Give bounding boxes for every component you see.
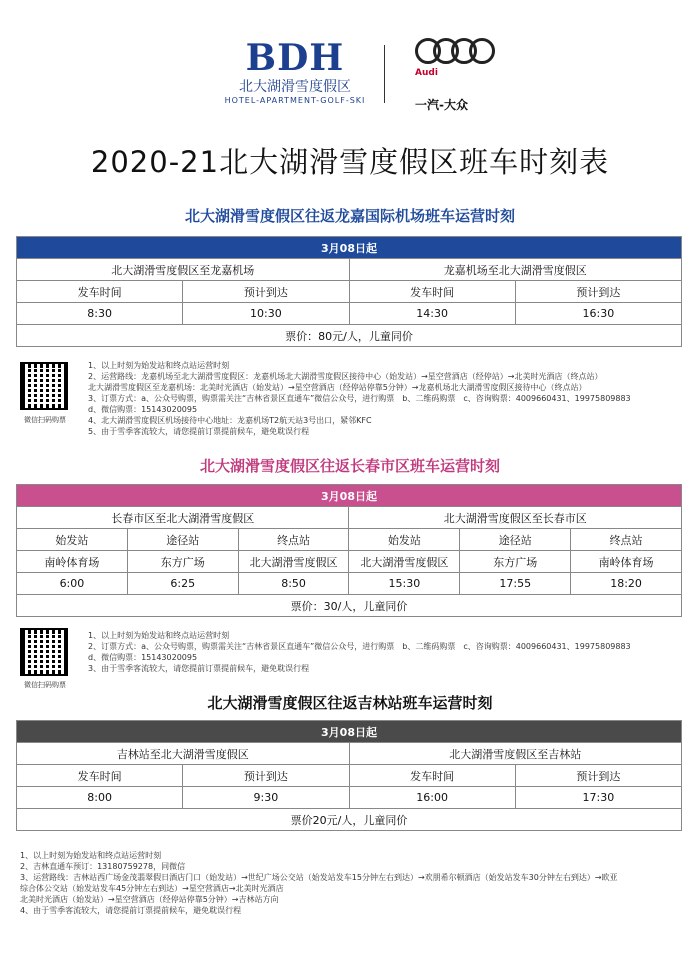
time-cell: 16:00	[349, 787, 515, 809]
note-line: d、微信购票：15143020095	[88, 405, 198, 414]
time-cell: 18:20	[571, 573, 682, 595]
station-cell: 北大湖滑雪度假区	[238, 551, 349, 573]
faw-vw-logo: 一汽-大众	[415, 98, 468, 112]
time-cell: 10:30	[183, 303, 349, 325]
note-line: 2、运营路线：龙嘉机场至北大湖滑雪度假区：龙嘉机场北大湖滑雪度假区接待中心（始发站）→星空营酒店（经停站）→北美时光酒店（终点站）	[88, 372, 603, 381]
note-line: 3、订票方式：a、公众号购票，购票需关注“吉林省景区直通车”微信公众号，进行购票 b、二维码购票 c、咨询购票：4009660431、19975809883	[88, 394, 631, 403]
audi-rings-icon	[415, 38, 495, 66]
col-header: 预计到达	[183, 765, 349, 787]
note-line: 北美时光酒店（始发站）→星空营酒店（经停站停靠5分钟）→吉林站方向	[20, 895, 279, 904]
airport-qr-code	[20, 362, 68, 410]
logo-divider	[384, 45, 385, 103]
header	[0, 0, 700, 130]
jilin-date-band	[17, 721, 682, 743]
time-cell: 6:25	[127, 573, 238, 595]
table-row	[17, 551, 682, 573]
city-dir2: 北大湖滑雪度假区至长春市区	[349, 507, 682, 529]
city-qr-caption: 微信扫码购票	[24, 681, 66, 689]
time-cell: 15:30	[349, 573, 460, 595]
jilin-notes	[20, 850, 690, 916]
note-line: 5、由于雪季客流较大，请您提前订票提前候车，避免耽误行程	[88, 427, 310, 436]
time-cell: 14:30	[349, 303, 515, 325]
time-cell: 9:30	[183, 787, 349, 809]
col-header: 终点站	[238, 529, 349, 551]
jilin-dir2: 北大湖滑雪度假区至吉林站	[349, 743, 682, 765]
airport-date-band	[17, 237, 682, 259]
note-line: 综合体公交站（始发站发车45分钟左右到达）→星空营酒店→北美时光酒店	[20, 884, 284, 893]
note-line: 1、以上时刻为始发站和终点站运营时刻	[88, 361, 230, 370]
audi-logo	[415, 38, 495, 113]
col-header: 途径站	[127, 529, 238, 551]
col-header: 始发站	[349, 529, 460, 551]
note-line: 1、以上时刻为始发站和终点站运营时刻	[88, 631, 230, 640]
airport-section-title: 北大湖滑雪度假区往返龙嘉国际机场班车运营时刻	[184, 207, 515, 225]
station-cell: 南岭体育场	[17, 551, 128, 573]
col-header: 终点站	[571, 529, 682, 551]
bdh-logo-en: HOTEL-APARTMENT-GOLF-SKI	[224, 96, 366, 105]
city-date-band	[17, 485, 682, 507]
station-cell: 东方广场	[127, 551, 238, 573]
note-line: d、微信购票：15143020095	[88, 653, 198, 662]
note-line: 1、以上时刻为始发站和终点站运营时刻	[20, 851, 162, 860]
time-cell: 17:30	[515, 787, 681, 809]
note-line: 2、吉林直通车预订：13180759278，同微信	[20, 862, 186, 871]
city-price: 票价：30/人，儿童同价	[17, 595, 682, 617]
table-row	[17, 573, 682, 595]
note-line: 2、订票方式：a、公众号购票，购票需关注“吉林省景区直通车”微信公众号，进行购票 b、二维码购票 c、咨询购票：4009660431、19975809883	[88, 642, 631, 651]
airport-qr-caption: 微信扫码购票	[24, 416, 66, 424]
col-header: 始发站	[17, 529, 128, 551]
col-header: 预计到达	[183, 281, 349, 303]
col-header: 预计到达	[515, 281, 681, 303]
city-date: 3月08日起	[17, 485, 682, 507]
col-header: 途径站	[460, 529, 571, 551]
station-cell: 北大湖滑雪度假区	[349, 551, 460, 573]
time-cell: 16:30	[515, 303, 681, 325]
col-header: 发车时间	[349, 765, 515, 787]
col-header: 发车时间	[349, 281, 515, 303]
time-cell: 8:00	[17, 787, 183, 809]
jilin-dir1: 吉林站至北大湖滑雪度假区	[17, 743, 350, 765]
note-line: 4、北大湖滑雪度假区机场接待中心地址：龙嘉机场T2航天站3号出口，紧邻KFC	[88, 416, 372, 425]
city-notes	[88, 630, 688, 674]
airport-dir2: 龙嘉机场至北大湖滑雪度假区	[349, 259, 682, 281]
airport-table	[16, 236, 682, 347]
jilin-price: 票价20元/人，儿童同价	[17, 809, 682, 831]
note-line: 北大湖滑雪度假区至龙嘉机场：北美时光酒店（始发站）→星空营酒店（经停站停靠5分钟）→龙嘉机场北大湖滑雪度假区接待中心（终点站）	[88, 383, 587, 392]
col-header: 发车时间	[17, 281, 183, 303]
col-header: 预计到达	[515, 765, 681, 787]
city-qr-code	[20, 628, 68, 676]
col-header: 发车时间	[17, 765, 183, 787]
station-cell: 东方广场	[460, 551, 571, 573]
bdh-logo-cn: 北大湖滑雪度假区	[239, 79, 351, 95]
time-cell: 8:50	[238, 573, 349, 595]
city-dir1: 长春市区至北大湖滑雪度假区	[17, 507, 349, 529]
city-section-title: 北大湖滑雪度假区往返长春市区班车运营时刻	[199, 457, 500, 475]
note-line: 3、运营路线：吉林站西广场金茂翡翠假日酒店门口（始发站）→世纪广场公交站（始发站发车15分钟左右到达）→欢朋希尔顿酒店（始发站发车30分钟左右到达）→欧亚	[20, 873, 618, 882]
audi-word: Audi	[415, 68, 438, 78]
jilin-date: 3月08日起	[17, 721, 682, 743]
bdh-logo	[210, 38, 380, 105]
time-cell: 17:55	[460, 573, 571, 595]
airport-price: 票价：80元/人，儿童同价	[17, 325, 682, 347]
jilin-section-title: 北大湖滑雪度假区往返吉林站班车运营时刻	[207, 694, 493, 712]
airport-notes	[88, 360, 688, 437]
page-title: 2020-21北大湖滑雪度假区班车时刻表	[90, 145, 610, 179]
note-line: 4、由于雪季客流较大，请您提前订票提前候车，避免耽误行程	[20, 906, 242, 915]
table-row	[17, 303, 682, 325]
note-line: 3、由于雪季客流较大，请您提前订票提前候车，避免耽误行程	[88, 664, 310, 673]
city-table	[16, 484, 682, 617]
airport-dir1: 北大湖滑雪度假区至龙嘉机场	[17, 259, 350, 281]
time-cell: 8:30	[17, 303, 183, 325]
table-row	[17, 787, 682, 809]
jilin-table	[16, 720, 682, 831]
bdh-logo-text: BDH	[245, 37, 345, 79]
station-cell: 南岭体育场	[571, 551, 682, 573]
time-cell: 6:00	[17, 573, 128, 595]
airport-date: 3月08日起	[17, 237, 682, 259]
